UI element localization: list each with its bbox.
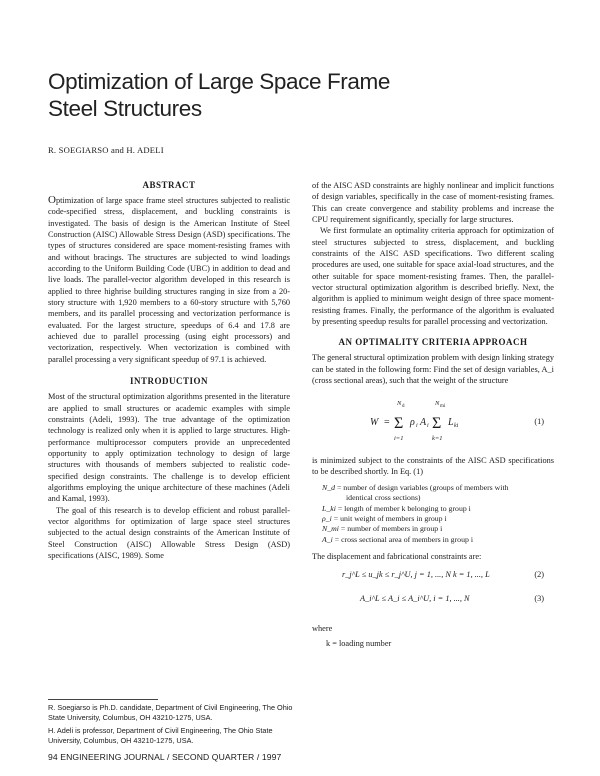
- introduction-heading: INTRODUCTION: [129, 376, 208, 387]
- svg-text:W: W: [370, 416, 379, 428]
- equation-1: [312, 391, 554, 453]
- footnote-2: H. Adeli is professor, Department of Civil Engineering, The Ohio State University, Columbus, OH 43210-1275, USA.: [48, 726, 273, 745]
- equation-3-number: (3): [534, 594, 544, 604]
- svg-text:A: A: [420, 416, 427, 428]
- title-line-2: Steel Structures: [48, 96, 202, 121]
- abstract-heading: ABSTRACT: [142, 180, 196, 190]
- equation-3: [312, 594, 554, 608]
- svg-text:N: N: [397, 399, 402, 407]
- optimality-heading: AN OPTIMALITY CRITERIA APPROACH: [338, 337, 528, 348]
- weight-equation-graphic: [312, 391, 554, 453]
- svg-text:d: d: [402, 403, 405, 409]
- k-definition: k = loading number: [326, 639, 392, 649]
- var-ai: A_i = cross sectional area of members in group i: [322, 534, 473, 544]
- equation-1-number: (1): [534, 416, 544, 426]
- where-label: where: [312, 624, 333, 634]
- footnote-1: R. Soegiarso is Ph.D. candidate, Department of Civil Engineering, The Ohio State University, Columbus, OH 43210-1275, USA.: [48, 703, 293, 722]
- svg-text:N: N: [435, 399, 440, 407]
- svg-text:k=1: k=1: [432, 434, 443, 442]
- right-paragraph-4: is minimized subject to the constraints of the AISC ASD specifications to be described shortly. In Eq. (1): [312, 455, 554, 476]
- right-paragraph-2: We first formulate an optimality criteria approach for optimization of steel structures subjected to stress, displacement, and buckling constraints of the AISC ASD specifications. Two different scaling procedures are used, one suitable for space axial-load structures, and the other suitable for space moment-resisting frames. Then, the parallel-vector structural optimization algorithm is described briefly. Next, the algorithm is applied to minimum weight design of three space moment-resisting frames. Finally, the performance of the algorithm is evaluated by presenting speedup results for parallel processing and vectorization.: [312, 226, 554, 327]
- right-paragraph-1: of the AISC ASD constraints are highly nonlinear and implicit functions of design variables, specifically in the case of moment-resisting frames. This can create convergence and stability problems and increase the CPU requirement significantly, specially for large structures.: [312, 181, 554, 225]
- left-column: [48, 180, 290, 561]
- svg-text:L: L: [448, 416, 454, 428]
- var-nd-cont: identical cross sections): [346, 493, 421, 503]
- page-footer: 94 ENGINEERING JOURNAL / SECOND QUARTER / 1997: [48, 752, 282, 762]
- title-line-1: Optimization of Large Space Frame: [48, 69, 390, 94]
- equation-2-text: r_j^L ≤ u_jk ≤ r_j^U, j = 1, ..., N k = 1, ..., L: [342, 570, 490, 580]
- var-rho: ρ_i = unit weight of members in group i: [322, 514, 447, 524]
- introduction-paragraph-2: The goal of this research is to develop efficient and robust parallel-vector algorithms for optimization of large space steel structures subjected to the actual design constraints of the American Institute of Steel Construction (AISC) Allowable Stress Design (ASD) specifications (AISC, 1989). Some: [48, 505, 290, 560]
- paper-title: [48, 68, 468, 122]
- svg-text:i: i: [416, 422, 418, 429]
- var-nd: N_d = number of design variables (groups of members with: [322, 483, 509, 493]
- svg-text:Σ: Σ: [394, 414, 404, 432]
- svg-text:i: i: [427, 422, 429, 429]
- variable-definitions: [322, 483, 554, 545]
- var-nmi: N_mi = number of members in group i: [322, 524, 443, 534]
- footnote-divider: [48, 699, 158, 700]
- footnotes: [48, 703, 300, 746]
- introduction-paragraph-1: Most of the structural optimization algorithms presented in the literature are applied to small structures or academic examples with simple constraints (Adeli, 1993). The true advantage of the optimization technology is realized only when it is applied to large structures. High-performance multiprocessor computers provide an unprecedented opportunity to apply optimization technology to design of large structures with thousands of members subjected to realistic code-specified design constraints. The challenge is to develop efficient algorithms employing the unique architecture of these machines (Adeli and Kamal, 1993).: [48, 392, 290, 504]
- abstract-text: Optimization of large space frame steel structures subjected to realistic code-specified stress, displacement, and buckling constraints is investigated. The basis of design is the American Institute of Steel Construction (AISC) Allowable Stress Design (ASD) specifications. The types of structures considered are space moment-resisting frames with and without bracings. The structures are subjected to wind loadings according to the Uniform Building Code (UBC) in addition to dead and live loads. The parallel-vector algorithm developed in this research is applied to three highrise building structures ranging in size from a 20-story structure with 1,920 members to a 60-story structure with 5,760 members, and its parallel processing and vectorization performance is evaluated. For the largest structure, speedups of 6.4 and 17.8 are achieved due to parallel processing (using eight processors) and vectorization, respectively. When vectorization is combined with parallel processing a very significant speedup of 97.1 is achieved.: [48, 194, 290, 364]
- svg-text:=: =: [384, 416, 390, 428]
- svg-text:i=1: i=1: [394, 434, 404, 442]
- equation-2: [312, 570, 554, 584]
- svg-text:ki: ki: [454, 422, 459, 429]
- authors: R. SOEGIARSO and H. ADELI: [48, 145, 164, 155]
- var-lki: L_ki = length of member k belonging to group i: [322, 503, 471, 513]
- svg-text:mi: mi: [440, 403, 446, 409]
- svg-text:ρ: ρ: [410, 416, 415, 428]
- equation-3-text: A_i^L ≤ A_i ≤ A_i^U, i = 1, ..., N: [360, 594, 470, 604]
- right-paragraph-3: The general structural optimization problem with design linking strategy can be stated in the following form: Find the set of design variables, A_i (cross sectional areas), such that the weight of the structure: [312, 353, 554, 386]
- right-paragraph-5: The displacement and fabricational constraints are:: [312, 551, 482, 561]
- svg-text:Σ: Σ: [432, 414, 442, 432]
- equation-2-number: (2): [534, 570, 544, 580]
- right-column: [312, 180, 554, 648]
